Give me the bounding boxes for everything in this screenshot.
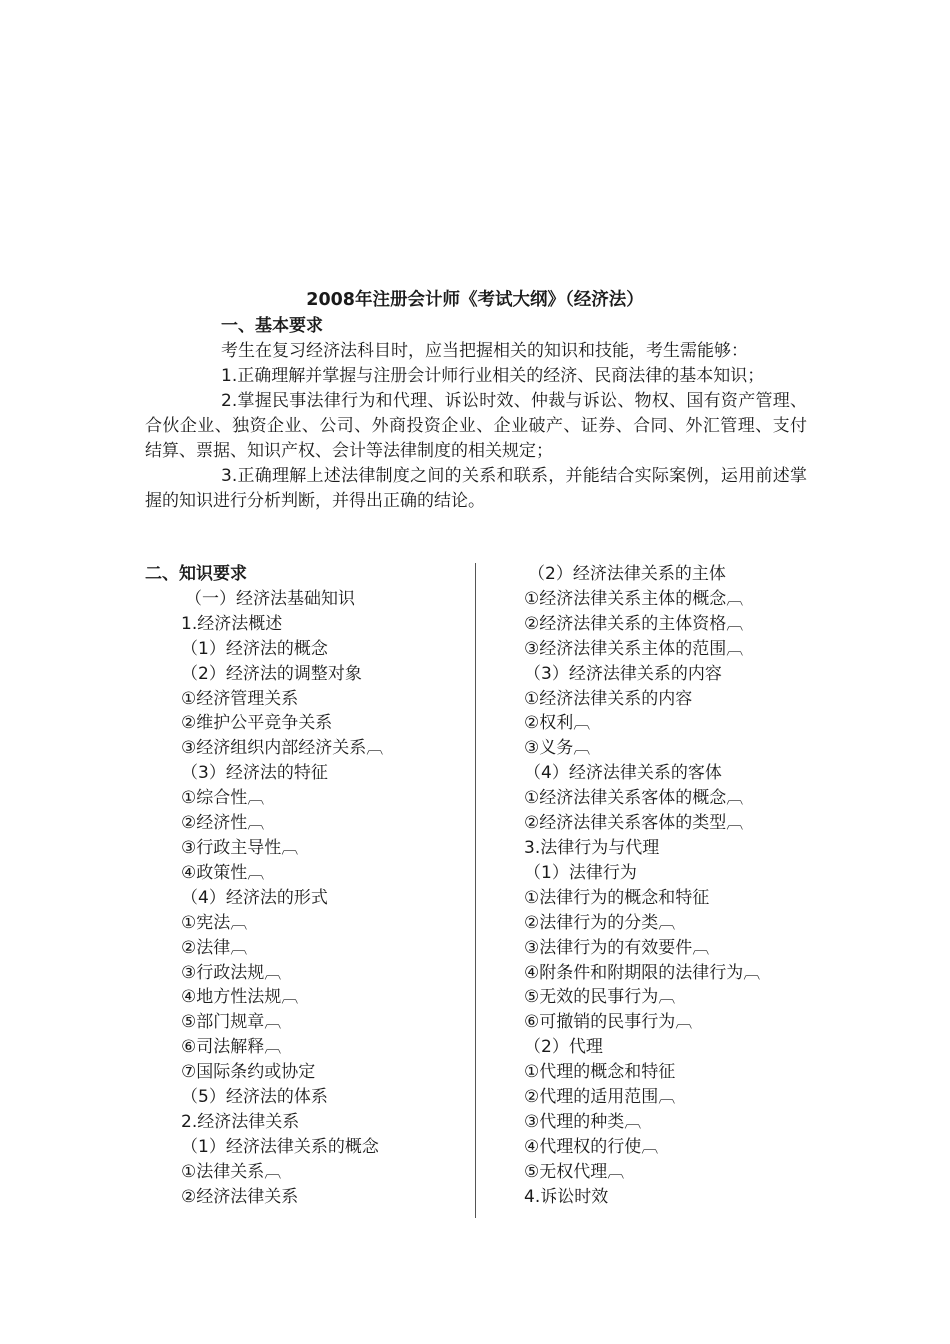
outline-item: （一）经济法基础知识 — [185, 588, 355, 609]
outline-item: ①法律关系︹ — [181, 1161, 282, 1182]
outline-item: ①代理的概念和特征 — [524, 1062, 676, 1083]
section1-intro: 考生在复习经济法科目时，应当把握相关的知识和技能，考生需能够： — [221, 341, 748, 361]
outline-item: ④地方性法规︹ — [181, 987, 299, 1008]
outline-item: ②权利︹ — [524, 713, 591, 734]
outline-item: ④政策性︹ — [181, 862, 265, 883]
section2-heading: 二、知识要求 — [145, 564, 247, 584]
outline-item: （5）经济法的体系 — [181, 1087, 328, 1108]
outline-item: 4.诉讼时效 — [524, 1186, 609, 1207]
outline-item: 1.经济法概述 — [181, 613, 283, 634]
knowledge-left-column — [145, 562, 465, 1210]
outline-item: ⑤部门规章︹ — [181, 1012, 282, 1033]
outline-item: （3）经济法的特征 — [181, 763, 328, 784]
outline-item: ⑤无权代理︹ — [524, 1161, 625, 1182]
outline-item: 2.经济法律关系 — [181, 1111, 300, 1132]
outline-item: ①经济法律关系的内容 — [524, 688, 693, 709]
requirement-item-3: 3.正确理解上述法律制度之间的关系和联系，并能结合实际案例，运用前述掌握的知识进行分析判断，并得出正确的结论。 — [145, 466, 807, 511]
outline-item: （2）代理 — [524, 1037, 603, 1058]
outline-item: ④附条件和附期限的法律行为︹ — [524, 962, 761, 983]
outline-item: ③义务︹ — [524, 738, 591, 759]
outline-item: ②法律行为的分类︹ — [524, 912, 676, 933]
outline-item: （3）经济法律关系的内容 — [524, 663, 722, 684]
column-divider — [475, 563, 476, 1218]
outline-item: ③法律行为的有效要件︹ — [524, 937, 710, 958]
outline-item: ②法律︹ — [181, 937, 248, 958]
outline-item: ⑥可撤销的民事行为︹ — [524, 1012, 693, 1033]
outline-item: ①经济法律关系主体的概念︹ — [524, 588, 744, 609]
outline-item: 3.法律行为与代理 — [524, 837, 660, 858]
outline-item: ①法律行为的概念和特征 — [524, 887, 710, 908]
outline-item: （2）经济法律关系的主体 — [528, 564, 726, 584]
requirement-item-1: 1.正确理解并掌握与注册会计师行业相关的经济、民商法律的基本知识； — [221, 366, 765, 386]
outline-item: ①经济管理关系 — [181, 688, 299, 709]
outline-item: ③行政主导性︹ — [181, 837, 299, 858]
basic-requirements — [145, 314, 807, 514]
outline-item: ①综合性︹ — [181, 788, 265, 809]
outline-item: ②经济法律关系的主体资格︹ — [524, 613, 744, 634]
document-title: 2008年注册会计师《考试大纲》（经济法） — [306, 290, 644, 310]
outline-item: （4）经济法律关系的客体 — [524, 763, 722, 784]
outline-item: ④代理权的行使︹ — [524, 1136, 659, 1157]
outline-item: ③代理的种类︹ — [524, 1111, 642, 1132]
outline-item: ①经济法律关系客体的概念︹ — [524, 788, 744, 809]
outline-item: ②经济法律关系 — [181, 1186, 299, 1207]
outline-item: ②经济性︹ — [181, 813, 265, 834]
outline-item: ③经济法律关系主体的范围︹ — [524, 638, 744, 659]
outline-item: （4）经济法的形式 — [181, 887, 328, 908]
outline-item: （1）经济法的概念 — [181, 638, 328, 659]
outline-item: ②维护公平竞争关系 — [181, 713, 333, 734]
outline-item: ②代理的适用范围︹ — [524, 1087, 676, 1108]
outline-item: ⑤无效的民事行为︹ — [524, 987, 676, 1008]
outline-item: ⑥司法解释︹ — [181, 1037, 282, 1058]
outline-item: （1）经济法律关系的概念 — [181, 1136, 379, 1157]
requirement-item-2: 2.掌握民事法律行为和代理、诉讼时效、仲裁与诉讼、物权、国有资产管理、合伙企业、独资企业、公司、外商投资企业、企业破产、证券、合同、外汇管理、支付结算、票据、知识产权、会计等法律制度的相关规定； — [145, 391, 807, 461]
outline-item: （2）经济法的调整对象 — [181, 663, 362, 684]
outline-item: ③经济组织内部经济关系︹ — [181, 738, 384, 759]
outline-item: ②经济法律关系客体的类型︹ — [524, 813, 744, 834]
section1-heading: 一、基本要求 — [221, 316, 323, 336]
outline-item: ③行政法规︹ — [181, 962, 282, 983]
outline-item: （1）法律行为 — [524, 862, 637, 883]
knowledge-right-column — [524, 562, 824, 1210]
outline-item: ①宪法︹ — [181, 912, 248, 933]
outline-item: ⑦国际条约或协定 — [181, 1062, 316, 1083]
